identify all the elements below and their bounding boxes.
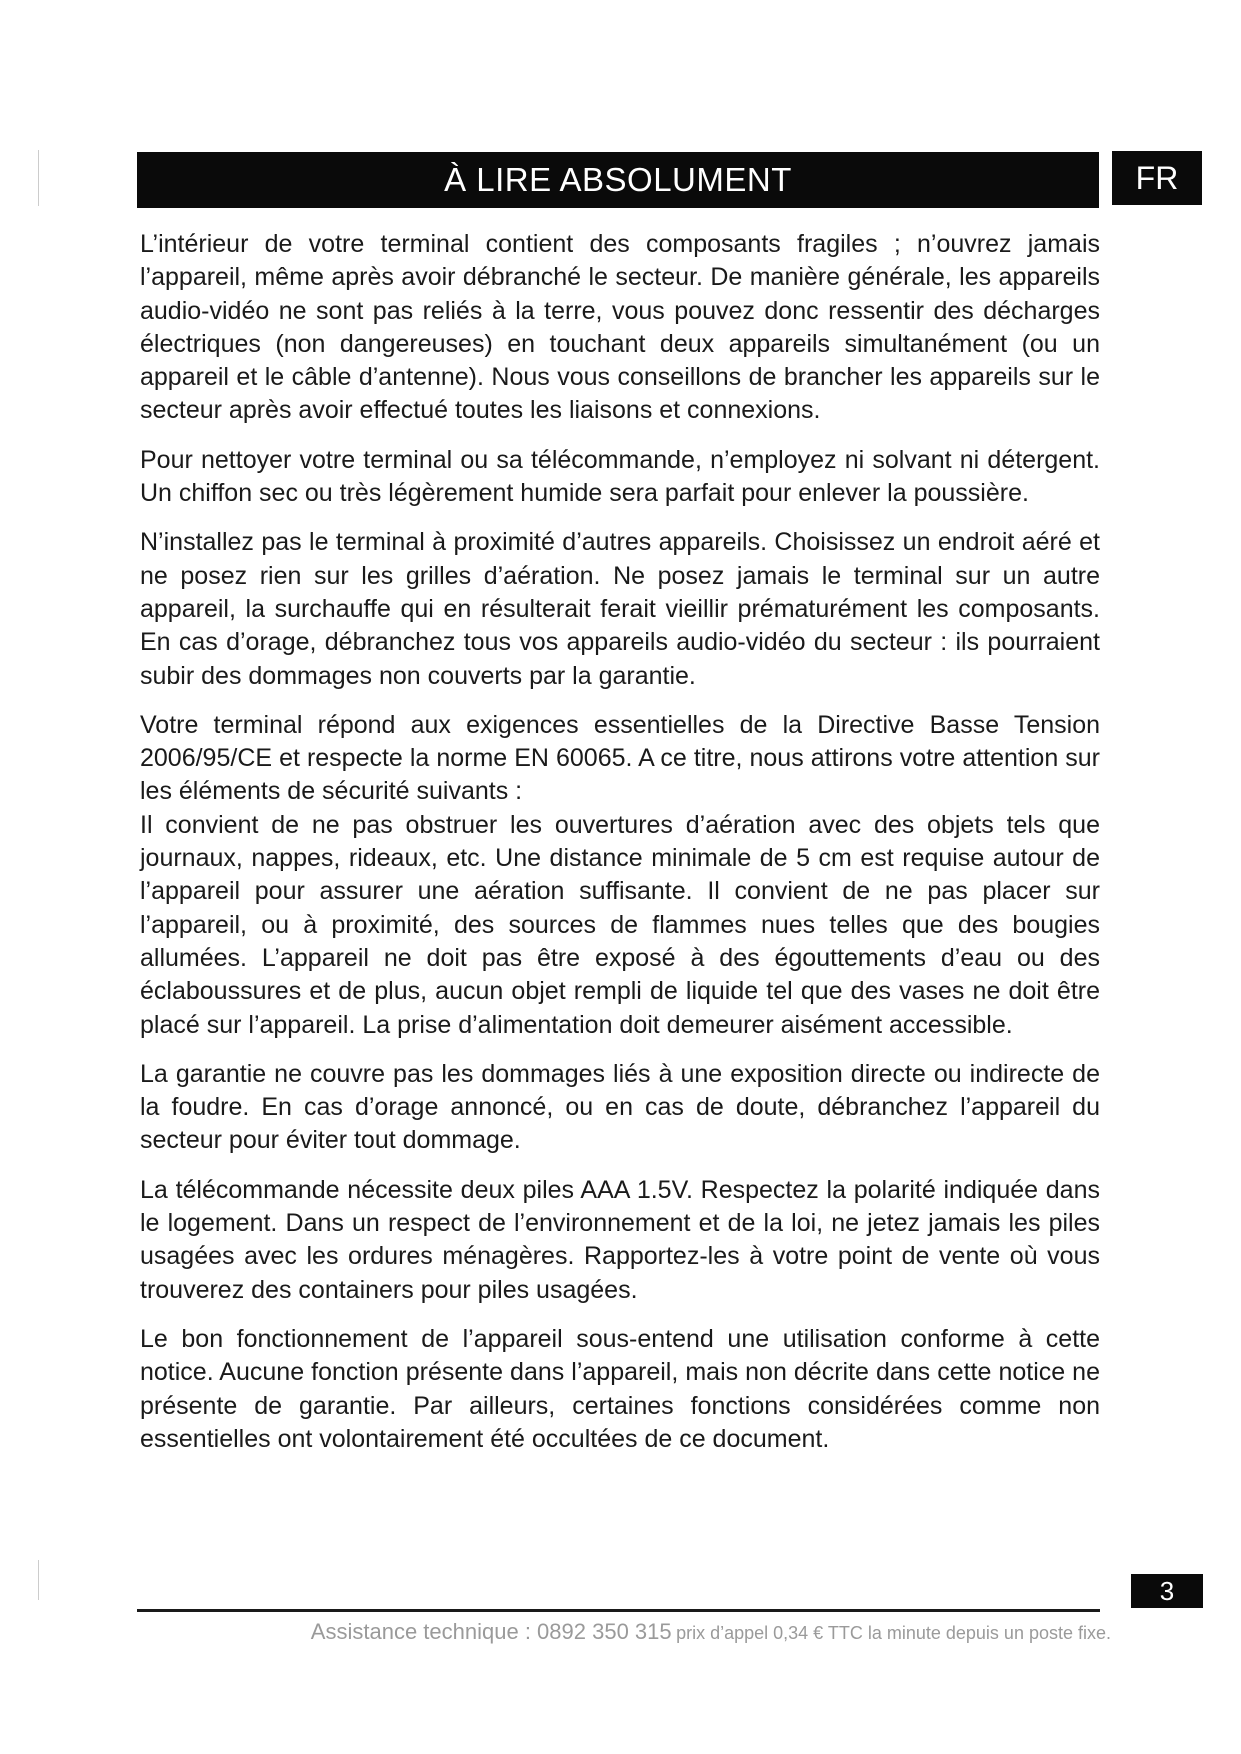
page-number-badge <box>1131 1574 1203 1608</box>
safety-instructions <box>140 228 1100 1472</box>
language-label: FR <box>1135 159 1179 196</box>
paragraph-lightning: La garantie ne couvre pas les dommages liés à une exposition directe ou indirecte de la foudre. En cas d’orage annoncé, ou en cas de doute, débranchez l’appareil du secteur pour éviter tout dommage. <box>140 1059 1100 1155</box>
footer-divider <box>137 1609 1100 1612</box>
paragraph-ventilation: Il convient de ne pas obstruer les ouvertures d’aération avec des objets tels que journaux, nappes, rideaux, etc. Une distance minimale de 5 cm est requise autour de l’appareil pour assurer une aération suffisante. Il convient de ne pas placer sur l’appareil, ou à proximité, des sources de flammes nues telles que des bougies allumées. L’appareil ne doit pas être exposé à des égouttements d’eau ou des éclaboussures et de plus, aucun objet rempli de liquide tel que des vases ne doit être placé sur l’appareil. La prise d’alimentation doit demeurer aisément accessible. <box>140 810 1100 1039</box>
call-pricing: prix d’appel 0,34 € TTC la minute depuis un poste fixe. <box>676 1623 1111 1643</box>
language-tab <box>1112 151 1202 205</box>
support-phone: Assistance technique : 0892 350 315 <box>310 1619 672 1644</box>
paragraph-internal-components: L’intérieur de votre terminal contient des composants fragiles ; n’ouvrez jamais l’appareil, même après avoir débranché le secteur. De manière générale, les appareils audio-vidéo ne sont pas reliés à la terre, vous pouvez donc ressentir des décharges électriques (non dangereuses) en touchant deux appareils simultanément (ou un appareil et le câble d’antenne). Nous vous conseillons de brancher les appareils sur le secteur après avoir effectué toutes les liaisons et connexions. <box>140 230 1100 425</box>
footer-support-line <box>137 1619 1111 1645</box>
paragraph-installation: N’installez pas le terminal à proximité d’autres appareils. Choisissez un endroit aéré et ne posez rien sur les grilles d’aération. Ne posez jamais le terminal sur un autre appareil, la surchauffe qui en résulterait ferait vieillir prématurément les composants. En cas d’orage, débranchez tous vos appareils audio-vidéo du secteur : ils pourraient subir des dommages non couverts par la garantie. <box>140 528 1100 690</box>
section-title: À LIRE ABSOLUMENT <box>444 161 792 198</box>
page-number: 3 <box>1159 1575 1175 1606</box>
margin-crop-mark-bottom <box>38 1560 39 1600</box>
section-title-bar <box>137 152 1099 208</box>
paragraph-cleaning: Pour nettoyer votre terminal ou sa télécommande, n’employez ni solvant ni détergent. Un chiffon sec ou très légèrement humide sera parfait pour enlever la poussière. <box>140 445 1100 508</box>
paragraph-warranty-scope: Le bon fonctionnement de l’appareil sous-entend une utilisation conforme à cette notice. Aucune fonction présente dans l’appareil, mais non décrite dans cette notice ne présente de garantie. Par ailleurs, certaines fonctions considérées comme non essentielles ont volontairement été occultées de ce document. <box>140 1324 1100 1453</box>
margin-crop-mark-top <box>38 150 39 206</box>
paragraph-directive: Votre terminal répond aux exigences essentielles de la Directive Basse Tension 2006/95/CE et respecte la norme EN 60065. A ce titre, nous attirons votre attention sur les éléments de sécurité suivants : <box>140 710 1100 806</box>
paragraph-batteries: La télécommande nécessite deux piles AAA 1.5V. Respectez la polarité indiquée dans le logement. Dans un respect de l’environnement et de la loi, ne jetez jamais les piles usagées avec les ordures ménagères. Rapportez-les à votre point de vente où vous trouverez des containers pour piles usagées. <box>140 1175 1100 1304</box>
